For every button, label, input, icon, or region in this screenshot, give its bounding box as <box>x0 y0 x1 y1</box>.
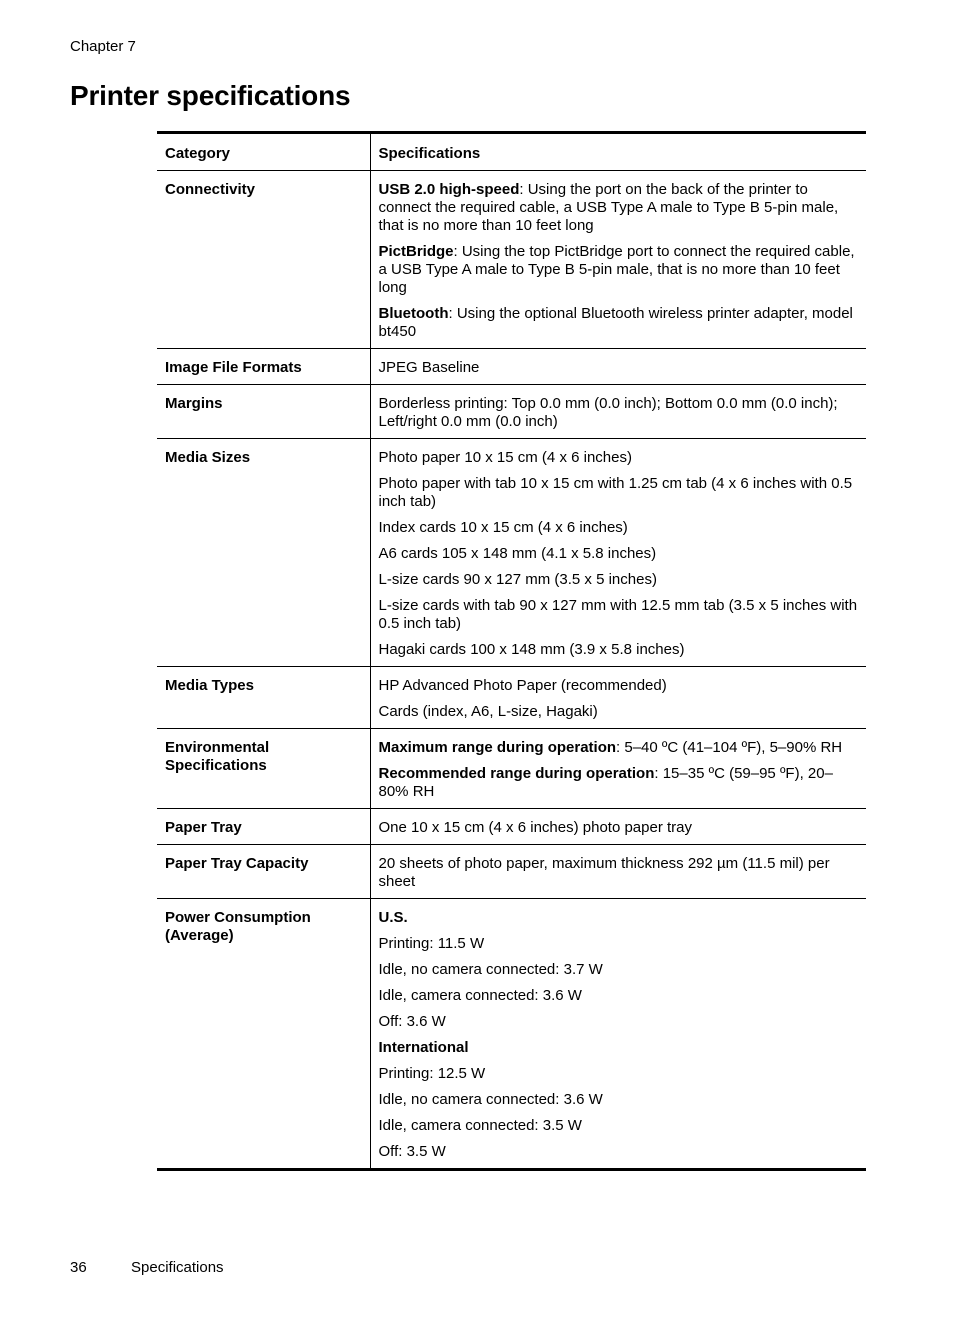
spec-text: : 15–35 ºC (59–95 ºF), 20–80% RH <box>378 765 833 800</box>
row-specifications <box>370 729 866 809</box>
spec-paragraph <box>379 765 859 801</box>
spec-paragraph <box>379 641 859 659</box>
spec-paragraph <box>379 909 859 927</box>
spec-text: Idle, camera connected: 3.5 W <box>378 1117 582 1134</box>
spec-paragraph <box>379 359 859 377</box>
spec-paragraph <box>379 181 859 235</box>
table-row <box>157 809 866 845</box>
table-row <box>157 845 866 899</box>
row-specifications <box>370 385 866 439</box>
spec-paragraph <box>379 703 859 721</box>
spec-text: Off: 3.6 W <box>378 1013 446 1030</box>
spec-term: USB 2.0 high-speed <box>378 181 520 198</box>
spec-text: : Using the port on the back of the printer to connect the required cable, a USB Type A male to Type B 5-pin male, that is no more than 10 feet long <box>378 181 839 234</box>
spec-paragraph <box>379 1013 859 1031</box>
spec-text: Printing: 11.5 W <box>378 935 485 952</box>
table-row <box>157 349 866 385</box>
row-category: Media Sizes <box>157 439 370 667</box>
spec-text: L-size cards with tab 90 x 127 mm with 12.5 mm tab (3.5 x 5 inches with 0.5 inch tab) <box>378 597 858 632</box>
table-row <box>157 667 866 729</box>
table-row <box>157 899 866 1170</box>
spec-paragraph <box>379 475 859 511</box>
spec-text: Borderless printing: Top 0.0 mm (0.0 inch); Bottom 0.0 mm (0.0 inch); Left/right 0.0 mm (0.0 inch) <box>378 395 838 430</box>
spec-paragraph <box>379 1143 859 1161</box>
chapter-label: Chapter 7 <box>70 38 136 55</box>
footer-section-label: Specifications <box>131 1259 224 1276</box>
spec-term: U.S. <box>378 909 408 926</box>
spec-term: PictBridge <box>378 243 454 260</box>
spec-paragraph <box>379 243 859 297</box>
spec-term: Maximum range during operation <box>378 739 617 756</box>
row-specifications <box>370 809 866 845</box>
table-row <box>157 171 866 349</box>
spec-text: 20 sheets of photo paper, maximum thickness 292 µm (11.5 mil) per sheet <box>378 855 830 890</box>
spec-paragraph <box>379 449 859 467</box>
spec-text: Photo paper 10 x 15 cm (4 x 6 inches) <box>378 449 632 466</box>
row-category: Connectivity <box>157 171 370 349</box>
row-specifications <box>370 899 866 1170</box>
row-category: Paper Tray Capacity <box>157 845 370 899</box>
column-header-specifications: Specifications <box>370 133 866 171</box>
spec-text: Index cards 10 x 15 cm (4 x 6 inches) <box>378 519 628 536</box>
spec-text: : 5–40 ºC (41–104 ºF), 5–90% RH <box>616 739 843 756</box>
row-specifications <box>370 171 866 349</box>
spec-term: Recommended range during operation <box>378 765 655 782</box>
spec-text: L-size cards 90 x 127 mm (3.5 x 5 inches) <box>378 571 657 588</box>
spec-text: Cards (index, A6, L-size, Hagaki) <box>378 703 598 720</box>
row-category: Power Consumption (Average) <box>157 899 370 1170</box>
specifications-table <box>157 131 866 1171</box>
spec-text: Photo paper with tab 10 x 15 cm with 1.25 cm tab (4 x 6 inches with 0.5 inch tab) <box>378 475 853 510</box>
spec-paragraph <box>379 819 859 837</box>
spec-paragraph <box>379 305 859 341</box>
row-specifications <box>370 439 866 667</box>
column-header-category: Category <box>157 133 370 171</box>
spec-paragraph <box>379 571 859 589</box>
spec-paragraph <box>379 1117 859 1135</box>
row-category: Paper Tray <box>157 809 370 845</box>
row-category: Image File Formats <box>157 349 370 385</box>
spec-paragraph <box>379 855 859 891</box>
spec-text: : Using the optional Bluetooth wireless printer adapter, model bt450 <box>378 305 853 340</box>
spec-text: JPEG Baseline <box>378 359 480 376</box>
spec-paragraph <box>379 519 859 537</box>
spec-text: Off: 3.5 W <box>378 1143 446 1160</box>
row-category: Environmental Specifications <box>157 729 370 809</box>
spec-paragraph <box>379 1091 859 1109</box>
row-specifications <box>370 349 866 385</box>
spec-paragraph <box>379 1039 859 1057</box>
spec-paragraph <box>379 545 859 563</box>
spec-text: A6 cards 105 x 148 mm (4.1 x 5.8 inches) <box>378 545 657 562</box>
spec-paragraph <box>379 677 859 695</box>
spec-text: HP Advanced Photo Paper (recommended) <box>378 677 667 694</box>
spec-paragraph <box>379 597 859 633</box>
page-title: Printer specifications <box>70 80 351 111</box>
spec-paragraph <box>379 395 859 431</box>
table-body <box>157 171 866 1170</box>
table-header-row <box>157 133 866 171</box>
table-row <box>157 385 866 439</box>
row-specifications <box>370 667 866 729</box>
spec-paragraph <box>379 1065 859 1083</box>
table-row <box>157 729 866 809</box>
spec-text: Idle, no camera connected: 3.6 W <box>378 1091 603 1108</box>
row-category: Media Types <box>157 667 370 729</box>
spec-term: International <box>378 1039 469 1056</box>
spec-text: Hagaki cards 100 x 148 mm (3.9 x 5.8 inches) <box>378 641 685 658</box>
spec-text: Idle, no camera connected: 3.7 W <box>378 961 603 978</box>
spec-paragraph <box>379 935 859 953</box>
spec-paragraph <box>379 961 859 979</box>
spec-text: Printing: 12.5 W <box>378 1065 486 1082</box>
spec-text: One 10 x 15 cm (4 x 6 inches) photo paper tray <box>378 819 692 836</box>
table-row <box>157 439 866 667</box>
spec-paragraph <box>379 739 859 757</box>
spec-term: Bluetooth <box>378 305 449 322</box>
spec-paragraph <box>379 987 859 1005</box>
spec-text: Idle, camera connected: 3.6 W <box>378 987 582 1004</box>
row-category: Margins <box>157 385 370 439</box>
spec-text: : Using the top PictBridge port to connect the required cable, a USB Type A male to Type B 5-pin male, that is no more than 10 feet long <box>378 243 855 296</box>
row-specifications <box>370 845 866 899</box>
page-number: 36 <box>70 1259 87 1276</box>
